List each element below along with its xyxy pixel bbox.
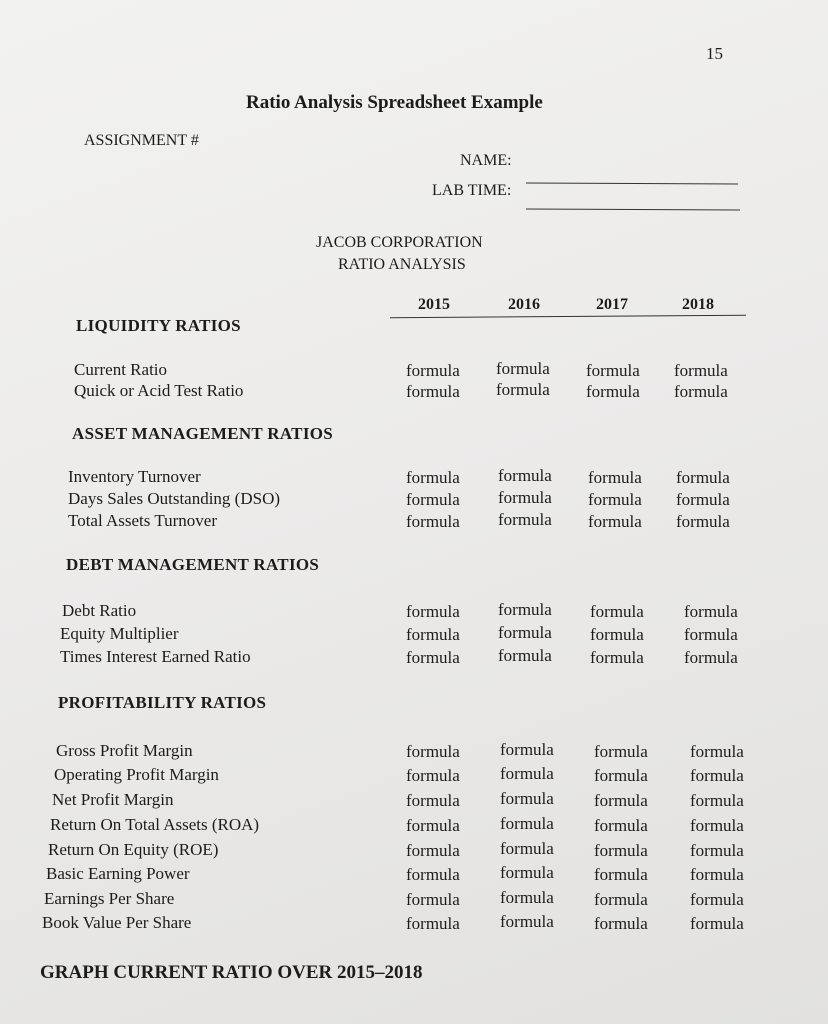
ratio-value-cell: formula (690, 890, 744, 909)
ratio-value-cell: formula (496, 380, 550, 399)
ratio-value-cell: formula (594, 791, 648, 810)
ratio-label: Earnings Per Share (44, 889, 175, 908)
ratio-value-cell: formula (406, 602, 460, 621)
ratio-value-cell: formula (690, 865, 744, 884)
ratio-value-cell: formula (406, 468, 460, 487)
ratio-value-cell: formula (500, 912, 554, 931)
ratio-value-cell: formula (594, 742, 648, 761)
ratio-value-cell: formula (676, 468, 730, 487)
ratio-value-cell: formula (500, 740, 554, 759)
ratio-label: Return On Equity (ROE) (48, 840, 219, 859)
ratio-value-cell: formula (594, 890, 648, 909)
ratio-value-cell: formula (406, 865, 460, 884)
company-name: JACOB CORPORATION (316, 234, 483, 251)
ratio-value-cell: formula (590, 602, 644, 621)
year-header: 2018 (682, 296, 714, 313)
ratio-value-cell: formula (406, 361, 460, 380)
document-title: Ratio Analysis Spreadsheet Example (246, 92, 543, 113)
ratio-label: Times Interest Earned Ratio (60, 647, 251, 666)
ratio-value-cell: formula (590, 648, 644, 667)
ratio-label: Operating Profit Margin (54, 765, 219, 784)
ratio-label: Total Assets Turnover (68, 511, 217, 530)
ratio-value-cell: formula (496, 359, 550, 378)
ratio-value-cell: formula (586, 361, 640, 380)
year-header: 2016 (508, 296, 540, 313)
year-header: 2017 (596, 296, 628, 313)
ratio-value-cell: formula (674, 361, 728, 380)
ratio-label: Inventory Turnover (68, 467, 201, 486)
ratio-label: Days Sales Outstanding (DSO) (68, 489, 281, 508)
ratio-value-cell: formula (690, 742, 744, 761)
name-blank-line (526, 182, 738, 184)
ratio-value-cell: formula (406, 382, 460, 401)
ratio-value-cell: formula (500, 888, 554, 907)
ratio-value-cell: formula (500, 839, 554, 858)
assignment-label: ASSIGNMENT # (84, 132, 199, 149)
ratio-value-cell: formula (684, 602, 738, 621)
ratio-value-cell: formula (684, 625, 738, 644)
ratio-label: Debt Ratio (62, 601, 137, 620)
ratio-value-cell: formula (406, 490, 460, 509)
ratio-value-cell: formula (406, 766, 460, 785)
ratio-label: Basic Earning Power (46, 864, 190, 883)
ratio-label: Current Ratio (74, 360, 168, 379)
name-label: NAME: (460, 152, 512, 169)
ratio-label: Quick or Acid Test Ratio (74, 381, 244, 400)
ratio-value-cell: formula (594, 865, 648, 884)
ratio-value-cell: formula (406, 512, 460, 531)
ratio-value-cell: formula (406, 625, 460, 644)
ratio-value-cell: formula (500, 863, 554, 882)
ratio-value-cell: formula (690, 816, 744, 835)
ratio-value-cell: formula (498, 510, 552, 529)
ratio-value-cell: formula (676, 490, 730, 509)
ratio-value-cell: formula (406, 841, 460, 860)
ratio-value-cell: formula (588, 490, 642, 509)
ratio-value-cell: formula (594, 841, 648, 860)
section-heading: LIQUIDITY RATIOS (76, 316, 241, 335)
graph-instruction: GRAPH CURRENT RATIO OVER 2015–2018 (40, 962, 423, 983)
ratio-value-cell: formula (690, 914, 744, 933)
ratio-value-cell: formula (588, 468, 642, 487)
page-number: 15 (706, 44, 723, 63)
ratio-value-cell: formula (594, 914, 648, 933)
section-heading: PROFITABILITY RATIOS (58, 693, 267, 712)
ratio-value-cell: formula (406, 816, 460, 835)
ratio-value-cell: formula (498, 466, 552, 485)
ratio-label: Equity Multiplier (60, 624, 179, 643)
ratio-value-cell: formula (674, 382, 728, 401)
ratio-value-cell: formula (498, 488, 552, 507)
ratio-value-cell: formula (500, 814, 554, 833)
ratio-label: Gross Profit Margin (56, 741, 193, 760)
ratio-value-cell: formula (500, 764, 554, 783)
ratio-label: Book Value Per Share (42, 913, 192, 932)
ratio-label: Return On Total Assets (ROA) (50, 815, 260, 834)
ratio-value-cell: formula (684, 648, 738, 667)
ratio-value-cell: formula (594, 816, 648, 835)
ratio-value-cell: formula (406, 914, 460, 933)
ratio-value-cell: formula (498, 623, 552, 642)
ratio-value-cell: formula (690, 791, 744, 810)
ratio-label: Net Profit Margin (52, 790, 174, 809)
ratio-value-cell: formula (406, 890, 460, 909)
ratio-value-cell: formula (586, 382, 640, 401)
ratio-value-cell: formula (590, 625, 644, 644)
ratio-value-cell: formula (500, 789, 554, 808)
ratio-value-cell: formula (690, 766, 744, 785)
lab-time-label: LAB TIME: (432, 182, 512, 199)
ratio-value-cell: formula (406, 648, 460, 667)
section-heading: DEBT MANAGEMENT RATIOS (66, 555, 320, 574)
section-heading: ASSET MANAGEMENT RATIOS (72, 424, 334, 443)
year-header: 2015 (418, 296, 450, 313)
ratio-value-cell: formula (406, 791, 460, 810)
ratio-value-cell: formula (594, 766, 648, 785)
ratio-value-cell: formula (676, 512, 730, 531)
ratio-value-cell: formula (690, 841, 744, 860)
lab-time-blank-line (526, 208, 740, 210)
ratio-value-cell: formula (588, 512, 642, 531)
ratio-value-cell: formula (406, 742, 460, 761)
report-subtitle: RATIO ANALYSIS (338, 256, 466, 273)
ratio-value-cell: formula (498, 600, 552, 619)
ratio-value-cell: formula (498, 646, 552, 665)
